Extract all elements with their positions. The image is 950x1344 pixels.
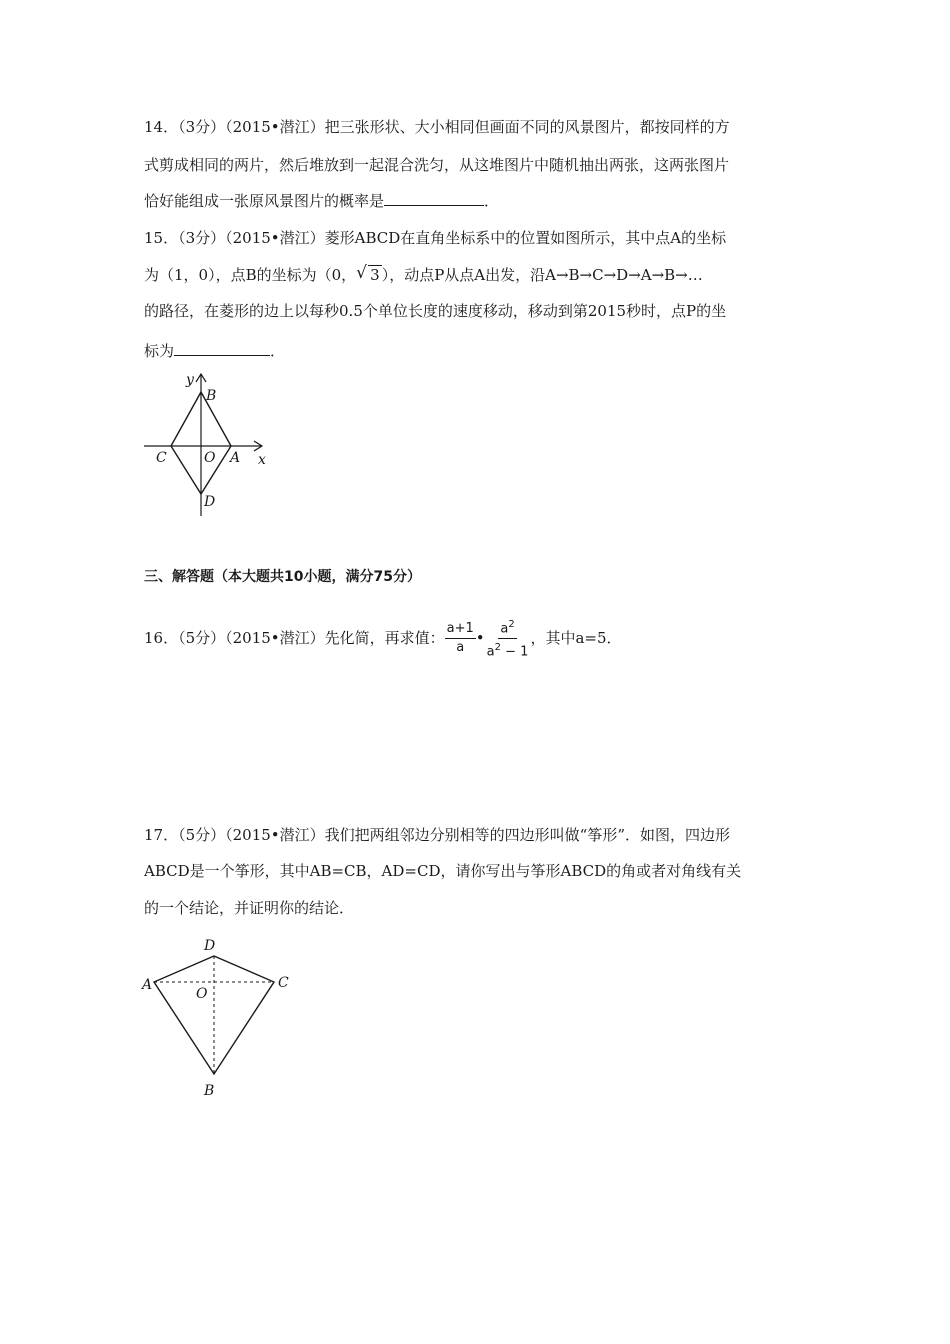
- label-b: B: [206, 388, 217, 404]
- fraction-2-denominator-rest: − 1: [501, 644, 529, 660]
- fraction-1-denominator: a: [456, 640, 465, 656]
- q16-suffix: ，其中a=5．: [530, 628, 622, 647]
- q15-line-2-b: ），动点P从点A出发，沿A→B→C→D→A→B→…: [381, 266, 703, 284]
- fraction-2: [485, 616, 531, 662]
- label-o: O: [204, 450, 216, 466]
- rhombus-coordinate-figure: [140, 370, 275, 520]
- q15-line-4-end: ．: [270, 342, 286, 360]
- answer-blank-q14[interactable]: [384, 190, 484, 206]
- fraction-2-denominator: [485, 639, 531, 661]
- q17-line-3: 的一个结论，并证明你的结论．: [144, 899, 355, 917]
- q15-line-2: [144, 264, 703, 286]
- label-a: A: [230, 450, 241, 466]
- multiply-dot: •: [475, 628, 485, 647]
- label-o: O: [196, 986, 208, 1002]
- q15-line-2-a: 为（1，0），点B的坐标为（0，: [144, 266, 357, 284]
- fraction-1: [445, 620, 476, 657]
- sqrt-icon: √: [356, 263, 367, 283]
- q15-line-4-text: 标为: [144, 342, 175, 360]
- answer-blank-q15[interactable]: [174, 340, 270, 356]
- fraction-2-numerator-exponent: 2: [508, 619, 515, 630]
- label-c: C: [278, 975, 289, 991]
- sqrt-radicand: 3: [370, 266, 380, 284]
- label-a: A: [142, 977, 153, 993]
- fraction-1-numerator: a+1: [445, 620, 476, 639]
- label-x: x: [258, 452, 266, 468]
- kite-figure: [140, 932, 300, 1102]
- q15-line-4: [144, 340, 285, 362]
- fraction-2-numerator: [498, 616, 516, 639]
- q14-line-2: 式剪成相同的两片，然后堆放到一起混合洗匀，从这堆图片中随机抽出两张，这两张图片: [144, 156, 730, 174]
- label-d: D: [204, 938, 216, 954]
- fraction-2-denominator-base: a: [486, 644, 495, 660]
- q14-line-3-end: ．: [484, 192, 500, 210]
- q15-line-1: 15．（3分）（2015•潜江）菱形ABCD在直角坐标系中的位置如图所示，其中点A的坐标: [144, 229, 727, 247]
- label-d: D: [204, 494, 216, 510]
- section-heading: 三、解答题（本大题共10小题，满分75分）: [144, 569, 421, 585]
- label-c: C: [156, 450, 167, 466]
- fraction-2-denominator-exponent: 2: [494, 642, 501, 654]
- q16-line: [144, 616, 622, 662]
- sqrt-expression: [356, 264, 382, 286]
- label-b: B: [204, 1083, 215, 1099]
- q15-line-3: 的路径，在菱形的边上以每秒0.5个单位长度的速度移动，移动到第2015秒时，点P的坐: [144, 302, 727, 320]
- q14-line-3-text: 恰好能组成一张原风景图片的概率是: [144, 192, 385, 210]
- q17-line-1: 17．（5分）（2015•潜江）我们把两组邻边分别相等的四边形叫做“筝形”．如图，四边形: [144, 826, 730, 844]
- kite-abcd: [154, 956, 274, 1074]
- q14-line-3: [144, 190, 499, 212]
- q14-line-1: 14．（3分）（2015•潜江）把三张形状、大小相同但画面不同的风景图片，都按同样的方: [144, 118, 730, 136]
- q16-prefix: 16．（5分）（2015•潜江）先化简，再求值：: [144, 628, 445, 647]
- fraction-2-numerator-base: a: [500, 621, 509, 637]
- label-y: y: [186, 372, 194, 388]
- q17-line-2: ABCD是一个筝形，其中AB=CB，AD=CD，请你写出与筝形ABCD的角或者对角线有关: [144, 862, 742, 880]
